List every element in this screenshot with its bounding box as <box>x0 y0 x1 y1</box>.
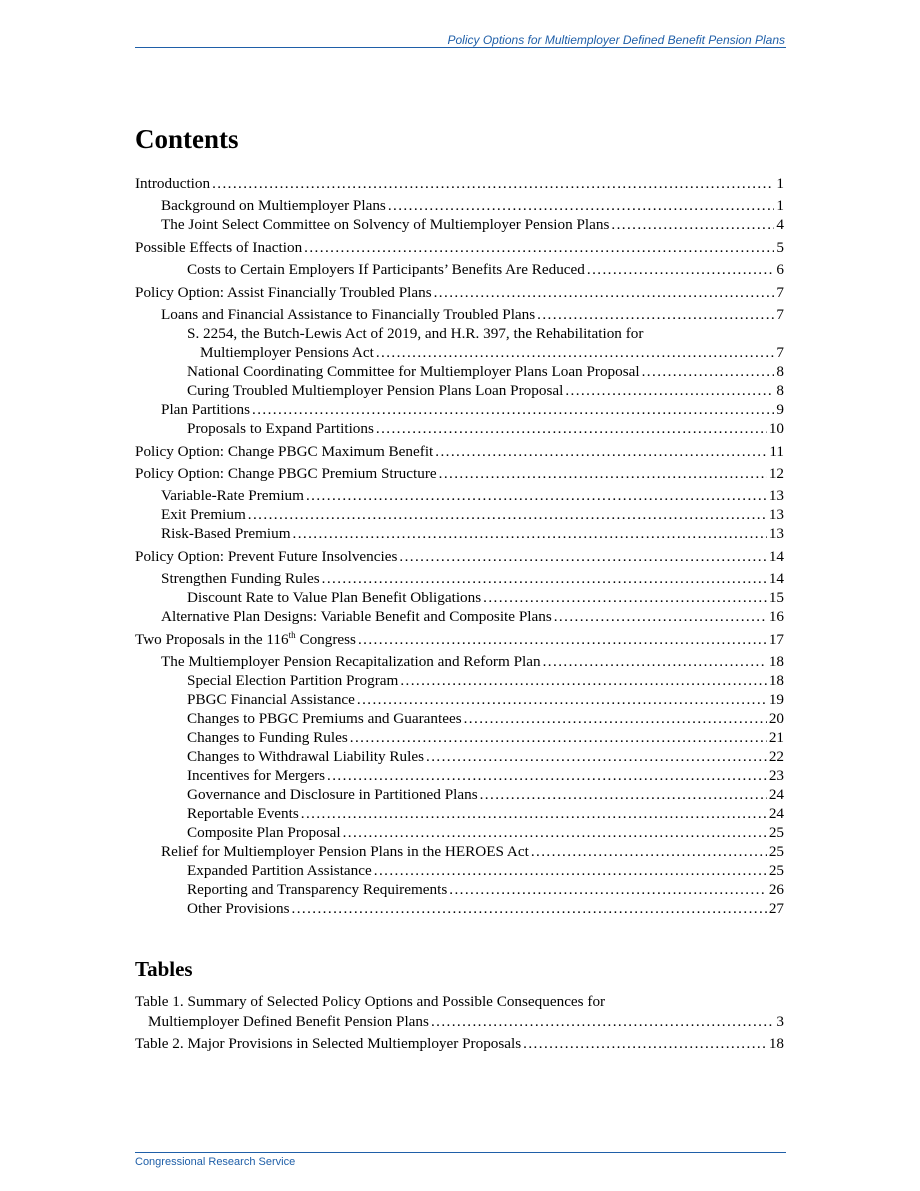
toc-page: 17 <box>768 631 784 648</box>
toc-page: 22 <box>768 748 784 765</box>
table-entry[interactable] <box>135 1012 784 1031</box>
toc-entry[interactable] <box>135 880 784 899</box>
toc-page: 20 <box>768 710 784 727</box>
toc-entry[interactable] <box>135 419 784 438</box>
contents-heading: Contents <box>135 124 239 154</box>
toc-label: Changes to Funding Rules <box>187 729 348 746</box>
toc-entry[interactable] <box>135 505 784 524</box>
toc-label: Reporting and Transparency Requirements <box>187 881 448 898</box>
toc-label: Special Election Partition Program <box>187 672 399 689</box>
toc-page: 8 <box>776 363 784 380</box>
toc-page: 25 <box>768 862 784 879</box>
toc-entry[interactable] <box>135 709 784 728</box>
header-rule <box>135 47 786 48</box>
toc-entry[interactable] <box>135 547 784 566</box>
toc-entry[interactable] <box>135 747 784 766</box>
toc-page: 23 <box>768 767 784 784</box>
toc-entry[interactable] <box>135 174 784 193</box>
toc-label: Risk-Based Premium <box>161 525 291 542</box>
toc-label: Composite Plan Proposal <box>187 824 341 841</box>
toc-entry[interactable] <box>135 400 784 419</box>
table-page: 18 <box>768 1035 784 1052</box>
toc-label: Two Proposals in the 116th Congress <box>135 629 356 648</box>
toc-entry[interactable] <box>135 260 784 279</box>
toc-label: Strengthen Funding Rules <box>161 570 320 587</box>
toc-page: 8 <box>776 382 784 399</box>
toc-label: Costs to Certain Employers If Participants’ Benefits Are Reduced <box>187 261 585 278</box>
toc-entry[interactable] <box>135 588 784 607</box>
toc-label: Possible Effects of Inaction <box>135 239 303 256</box>
toc-label: Changes to PBGC Premiums and Guarantees <box>187 710 462 727</box>
toc-page: 4 <box>776 216 784 233</box>
toc-page: 10 <box>768 420 784 437</box>
table-label-line1[interactable]: Table 1. Summary of Selected Policy Options and Possible Consequences for <box>135 993 606 1010</box>
toc-label: PBGC Financial Assistance <box>187 691 355 708</box>
toc-entry[interactable] <box>135 238 784 257</box>
toc-page: 7 <box>776 284 784 301</box>
toc-page: 19 <box>768 691 784 708</box>
toc-page: 12 <box>768 465 784 482</box>
toc-page: 13 <box>768 506 784 523</box>
toc-page: 13 <box>768 525 784 542</box>
toc-page: 1 <box>776 197 784 214</box>
toc-page: 5 <box>776 239 784 256</box>
toc-entry[interactable] <box>135 362 784 381</box>
toc-label: National Coordinating Committee for Multiemployer Plans Loan Proposal <box>187 363 640 380</box>
toc-page: 25 <box>768 824 784 841</box>
toc-page: 13 <box>768 487 784 504</box>
toc-label: Introduction <box>135 175 211 192</box>
toc-label: Policy Option: Change PBGC Premium Structure <box>135 465 437 482</box>
toc-page: 21 <box>768 729 784 746</box>
toc-entry[interactable] <box>135 690 784 709</box>
toc-page: 9 <box>776 401 784 418</box>
toc-entry[interactable] <box>135 842 784 861</box>
toc-entry[interactable] <box>135 728 784 747</box>
toc-entry[interactable] <box>135 823 784 842</box>
toc-page: 15 <box>768 589 784 606</box>
toc-page: 18 <box>768 672 784 689</box>
table-entry[interactable] <box>135 1034 784 1053</box>
table-label: Multiemployer Defined Benefit Pension Plans <box>148 1013 429 1030</box>
toc-page: 24 <box>768 786 784 803</box>
toc-label: Governance and Disclosure in Partitioned Plans <box>187 786 478 803</box>
toc-page: 16 <box>768 608 784 625</box>
toc-page: 14 <box>768 570 784 587</box>
toc-entry[interactable] <box>135 630 784 649</box>
toc-entry[interactable] <box>135 305 784 324</box>
toc-page: 14 <box>768 548 784 565</box>
toc-label: Multiemployer Pensions Act <box>200 344 374 361</box>
toc-label: Variable-Rate Premium <box>161 487 304 504</box>
toc-label: Policy Option: Prevent Future Insolvencies <box>135 548 398 565</box>
toc-page: 6 <box>776 261 784 278</box>
toc-entry[interactable] <box>135 196 784 215</box>
toc-entry[interactable] <box>135 524 784 543</box>
toc-label: Policy Option: Assist Financially Troubled Plans <box>135 284 432 301</box>
toc-entry[interactable] <box>135 671 784 690</box>
running-footer: Congressional Research Service <box>135 1156 296 1168</box>
toc-entry[interactable] <box>135 442 784 461</box>
toc-page: 18 <box>768 653 784 670</box>
toc-entry[interactable] <box>135 899 784 918</box>
toc-label: Other Provisions <box>187 900 290 917</box>
footer-rule <box>135 1152 786 1153</box>
toc-page: 25 <box>768 843 784 860</box>
toc-page: 11 <box>769 443 784 460</box>
toc-entry[interactable] <box>135 652 784 671</box>
toc-entry[interactable] <box>135 343 784 362</box>
toc-label-line1[interactable]: S. 2254, the Butch-Lewis Act of 2019, and H.R. 397, the Rehabilitation for <box>187 325 644 342</box>
tables-heading: Tables <box>135 957 193 981</box>
toc-page: 7 <box>776 344 784 361</box>
table-label: Table 2. Major Provisions in Selected Multiemployer Proposals <box>135 1035 522 1052</box>
toc-entry[interactable] <box>135 804 784 823</box>
toc-label: Plan Partitions <box>161 401 251 418</box>
toc-label: Curing Troubled Multiemployer Pension Plans Loan Proposal <box>187 382 564 399</box>
toc-entry[interactable] <box>135 569 784 588</box>
toc-entry[interactable] <box>135 766 784 785</box>
toc-label: Loans and Financial Assistance to Financially Troubled Plans <box>161 306 536 323</box>
toc-label: Alternative Plan Designs: Variable Benefit and Composite Plans <box>161 608 552 625</box>
toc-page: 27 <box>768 900 784 917</box>
toc-page: 7 <box>776 306 784 323</box>
toc-label: Policy Option: Change PBGC Maximum Benefit <box>135 443 434 460</box>
toc-label: The Joint Select Committee on Solvency of Multiemployer Pension Plans <box>161 216 610 233</box>
table-page: 3 <box>776 1013 784 1030</box>
toc-page: 24 <box>768 805 784 822</box>
toc-entry[interactable] <box>135 215 784 234</box>
toc-label: Relief for Multiemployer Pension Plans in the HEROES Act <box>161 843 529 860</box>
toc-page: 26 <box>768 881 784 898</box>
toc-label: Proposals to Expand Partitions <box>187 420 374 437</box>
toc-label: Changes to Withdrawal Liability Rules <box>187 748 425 765</box>
toc-label: Discount Rate to Value Plan Benefit Obligations <box>187 589 482 606</box>
toc-entry[interactable] <box>135 381 784 400</box>
toc-entry[interactable] <box>135 607 784 626</box>
toc-entry[interactable] <box>135 283 784 302</box>
toc-label: Reportable Events <box>187 805 299 822</box>
toc-entry[interactable] <box>135 464 784 483</box>
toc-label: Background on Multiemployer Plans <box>161 197 386 214</box>
toc-entry[interactable] <box>135 861 784 880</box>
toc-label: Exit Premium <box>161 506 246 523</box>
toc-label: Incentives for Mergers <box>187 767 326 784</box>
toc-label: Expanded Partition Assistance <box>187 862 372 879</box>
running-header: Policy Options for Multiemployer Defined Benefit Pension Plans <box>447 33 785 47</box>
toc-label: The Multiemployer Pension Recapitalization and Reform Plan <box>161 653 541 670</box>
toc-entry[interactable] <box>135 486 784 505</box>
toc-entry[interactable] <box>135 785 784 804</box>
toc-page: 1 <box>776 175 784 192</box>
